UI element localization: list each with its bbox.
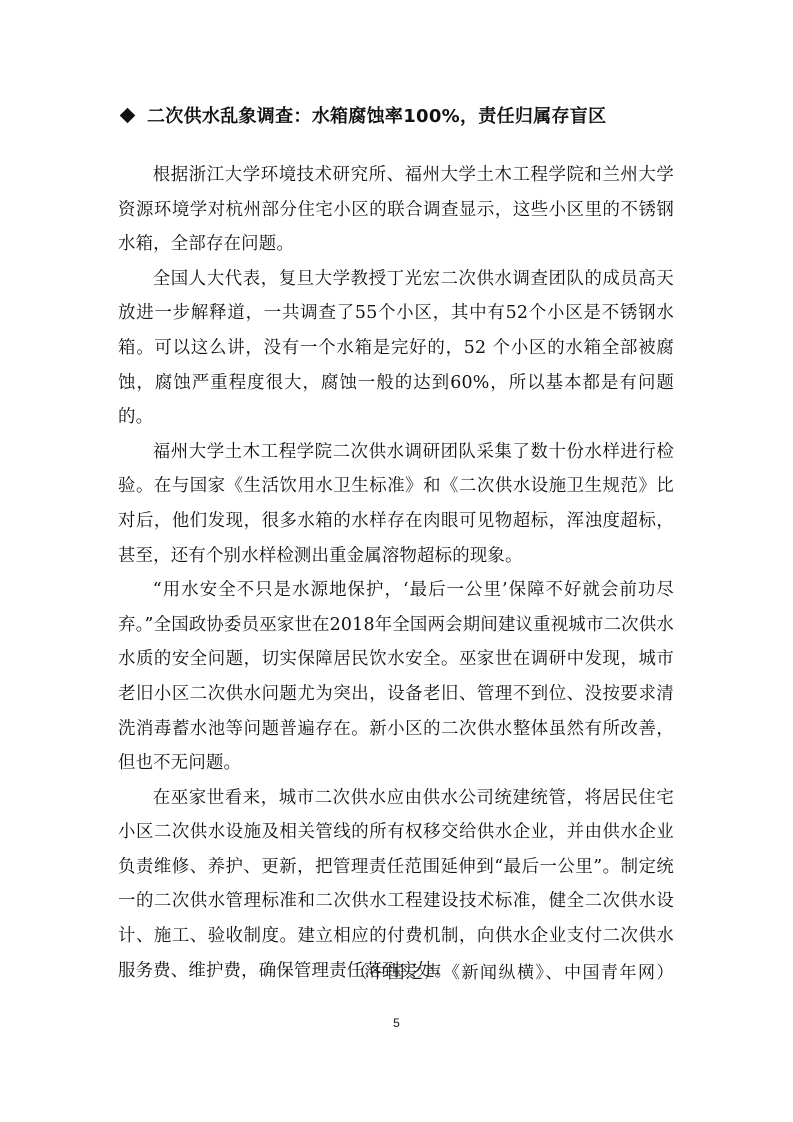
page-number: 5	[393, 1016, 400, 1030]
article-body	[118, 158, 674, 988]
paragraph-1: 根据浙江大学环境技术研究所、福州大学土木工程学院和兰州大学资源环境学对杭州部分住宅小区的联合调查显示，这些小区里的不锈钢水箱，全部存在问题。	[118, 165, 674, 255]
section-heading	[118, 102, 698, 128]
paragraph-4: “用水安全不只是水源地保护，‘最后一公里’保障不好就会前功尽弃。”全国政协委员巫家世在2018年全国两会期间建议重视城市二次供水水质的安全问题，切实保障居民饮水安全。巫家世在调研中发现，城市老旧小区二次供水问题尤为突出，设备老旧、管理不到位、没按要求清洗消毒蓄水池等问题普遍存在。新小区的二次供水整体虽然有所改善，但也不无问题。	[118, 580, 674, 774]
source-attribution: （中国之声《新闻纵横》、中国青年网）	[350, 963, 675, 983]
diamond-bullet-icon	[120, 107, 136, 123]
paragraph-2: 全国人大代表，复旦大学教授丁光宏二次供水调查团队的成员高天放进一步解释道，一共调查了55个小区，其中有52个小区是不锈钢水箱。可以这么讲，没有一个水箱是完好的，52 个小区的水箱全部被腐蚀，腐蚀严重程度很大，腐蚀一般的达到60%，所以基本都是有问题的。	[118, 268, 674, 428]
paragraph-5: 在巫家世看来，城市二次供水应由供水公司统建统管，将居民住宅小区二次供水设施及相关管线的所有权移交给供水企业，并由供水企业负责维修、养护、更新，把管理责任范围延伸到“最后一公里”。制定统一的二次供水管理标准和二次供水工程建设技术标准，健全二次供水设计、施工、验收制度。建立相应的付费机制，向供水企业支付二次供水服务费、维护费，确保管理责任落到实处。	[118, 787, 674, 981]
section-title: 二次供水乱象调查：水箱腐蚀率100%，责任归属存盲区	[147, 106, 607, 127]
paragraph-3: 福州大学土木工程学院二次供水调研团队采集了数十份水样进行检验。在与国家《生活饮用水卫生标准》和《二次供水设施卫生规范》比对后，他们发现，很多水箱的水样存在肉眼可见物超标，浑浊度超标，甚至，还有个别水样检测出重金属溶物超标的现象。	[118, 441, 674, 566]
